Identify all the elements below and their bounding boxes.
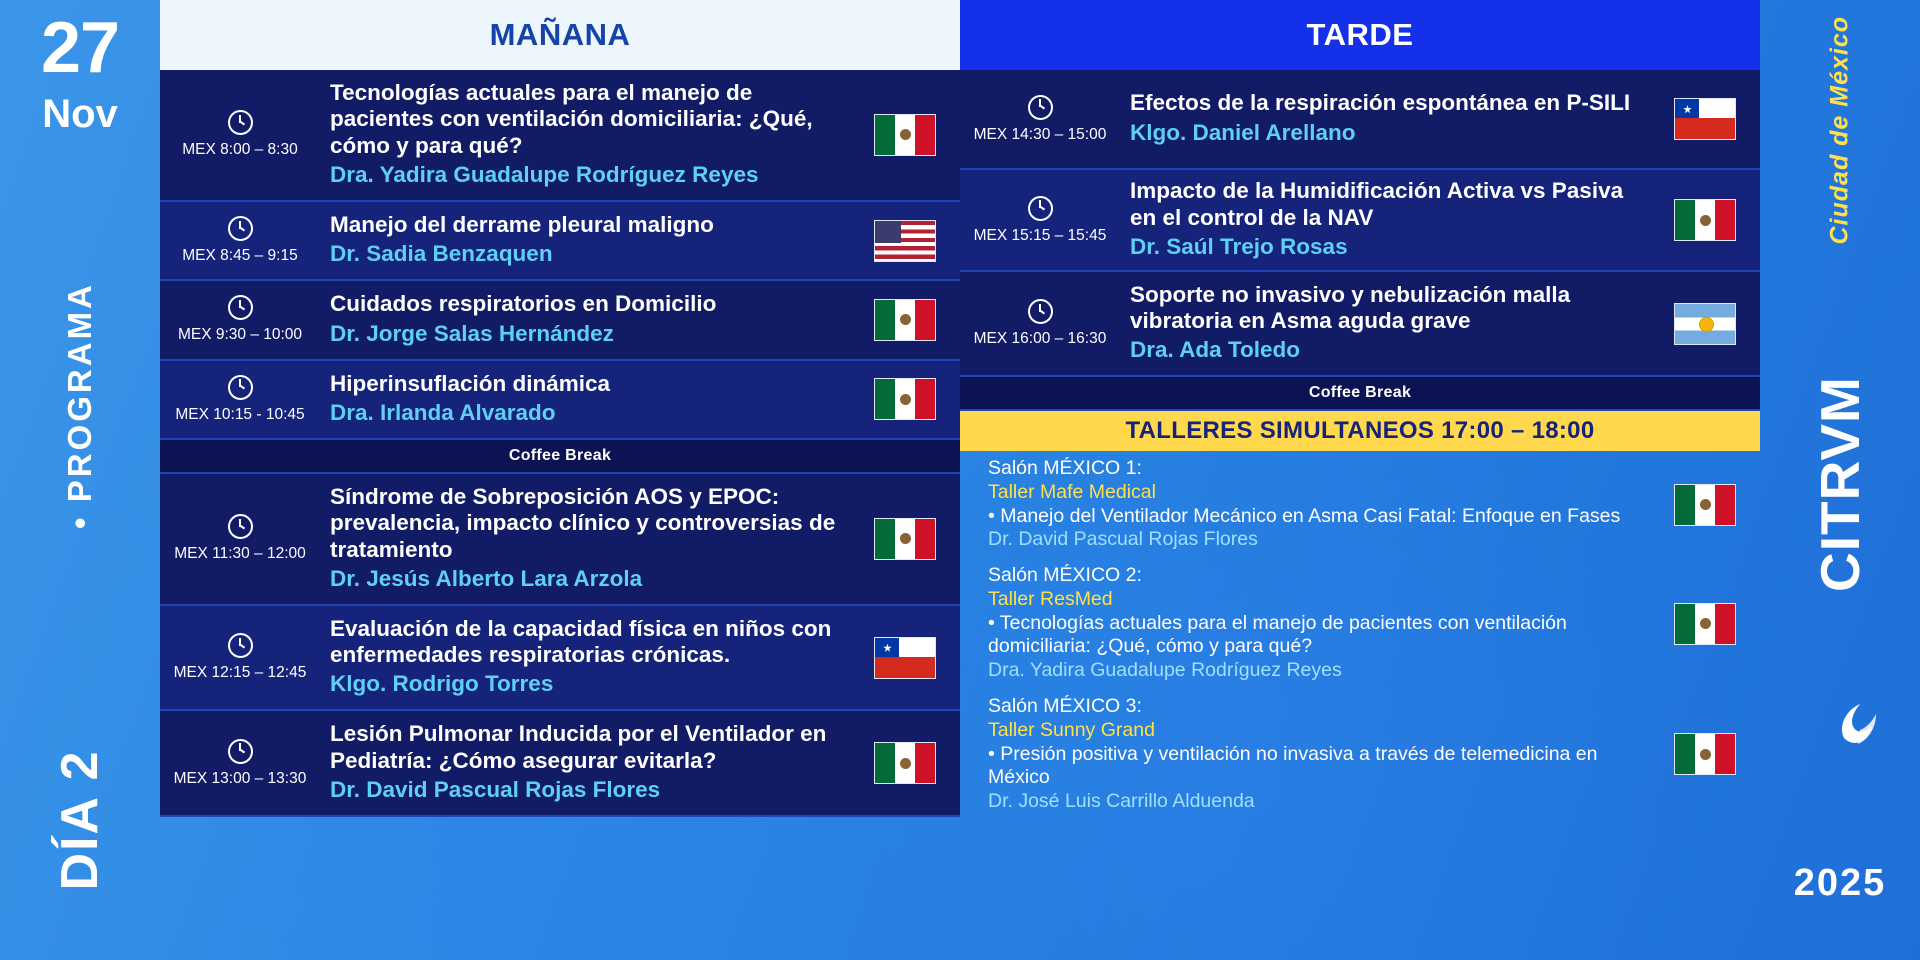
session-speaker: Dra. Ada Toledo	[1130, 337, 1301, 363]
left-rail	[0, 0, 160, 960]
flag-cell	[1650, 603, 1760, 645]
session-row[interactable]	[160, 361, 960, 440]
workshop-speaker: Dr. José Luis Carrillo Alduenda	[988, 790, 1255, 813]
coffee-break-afternoon: Coffee Break	[960, 377, 1760, 411]
chile-flag	[1674, 98, 1736, 140]
session-time: MEX 8:45 – 9:15	[182, 247, 298, 265]
flag-cell	[850, 202, 960, 279]
brand-label: CITRVM	[1809, 376, 1871, 592]
session-title: Hiperinsuflación dinámica	[330, 370, 611, 396]
programa-label: • PROGRAMA	[61, 282, 98, 529]
session-row[interactable]	[960, 272, 1760, 377]
session-speaker: Klgo. Daniel Arellano	[1130, 119, 1356, 145]
mexico-flag	[874, 378, 936, 420]
session-row[interactable]	[160, 70, 960, 202]
workshop-topic: • Manejo del Ventilador Mecánico en Asma Casi Fatal: Enfoque en Fases	[988, 504, 1621, 527]
session-speaker: Dr. David Pascual Rojas Flores	[330, 777, 661, 803]
schedule-board	[160, 0, 1760, 960]
clock-icon	[228, 375, 253, 400]
session-time-cell	[160, 202, 320, 279]
workshop-row[interactable]	[960, 689, 1760, 820]
flag-cell	[1650, 733, 1760, 775]
year-label: 2025	[1793, 862, 1887, 904]
session-title: Cuidados respiratorios en Domicilio	[330, 291, 717, 317]
session-time: MEX 14:30 – 15:00	[973, 125, 1107, 143]
session-time-cell	[960, 70, 1120, 168]
session-time: MEX 16:00 – 16:30	[973, 330, 1107, 347]
session-title: Síndrome de Sobreposición AOS y EPOC: prevalencia, impacto clínico y controversias de tratamiento	[330, 483, 836, 562]
flag-cell	[850, 361, 960, 438]
flag-cell	[1650, 70, 1760, 168]
session-title: Efectos de la respiración espontánea en P-SILI	[1130, 90, 1631, 116]
session-row[interactable]	[160, 606, 960, 712]
session-speaker: Dr. Jorge Salas Hernández	[330, 320, 614, 346]
session-row[interactable]	[960, 70, 1760, 170]
session-title: Impacto de la Humidificación Activa vs Pasiva en el control de la NAV	[1130, 178, 1624, 230]
workshop-speaker: Dr. David Pascual Rojas Flores	[988, 528, 1258, 551]
session-time-cell	[960, 272, 1120, 375]
afternoon-column	[960, 0, 1760, 960]
session-content	[320, 361, 850, 438]
clock-icon	[228, 514, 253, 539]
argentina-flag	[1674, 303, 1736, 345]
morning-header: MAÑANA	[160, 0, 960, 70]
mexico-flag	[874, 742, 936, 784]
flag-cell	[850, 474, 960, 604]
clock-icon	[228, 739, 253, 764]
swoosh-icon	[1836, 700, 1882, 752]
session-time-cell	[160, 281, 320, 358]
session-content	[320, 474, 850, 604]
session-title: Manejo del derrame pleural maligno	[330, 211, 714, 237]
mexico-flag	[1674, 484, 1736, 526]
flag-cell	[850, 606, 960, 710]
flag-cell	[1650, 484, 1760, 526]
session-content	[320, 606, 850, 710]
session-content	[1120, 272, 1650, 375]
session-time: MEX 13:00 – 13:30	[173, 769, 307, 787]
flag-cell	[1650, 272, 1760, 375]
coffee-break-morning: Coffee Break	[160, 440, 960, 474]
session-time: MEX 12:15 – 12:45	[173, 664, 307, 682]
workshop-name: Taller Sunny Grand	[988, 718, 1155, 741]
mexico-flag	[1674, 733, 1736, 775]
workshop-row[interactable]	[960, 558, 1760, 689]
clock-icon	[228, 633, 253, 658]
workshop-topic: • Presión positiva y ventilación no invasiva a través de telemedicina en México	[988, 742, 1598, 789]
session-time-cell	[960, 170, 1120, 270]
workshop-content	[960, 564, 1650, 683]
right-rail	[1760, 0, 1920, 960]
session-content	[1120, 170, 1650, 270]
workshop-content	[960, 695, 1650, 814]
session-row[interactable]	[960, 170, 1760, 272]
workshops-list	[960, 451, 1760, 820]
session-content	[320, 70, 850, 200]
session-row[interactable]	[160, 202, 960, 281]
session-row[interactable]	[160, 281, 960, 360]
month-label: Nov	[42, 92, 118, 136]
session-title: Tecnologías actuales para el manejo de pacientes con ventilación domiciliaria: ¿Qué, cómo y para qué?	[330, 80, 813, 158]
workshop-name: Taller ResMed	[988, 587, 1113, 610]
workshop-name: Taller Mafe Medical	[988, 480, 1156, 503]
morning-column	[160, 0, 960, 960]
session-time: MEX 10:15 - 10:45	[175, 405, 305, 423]
flag-cell	[1650, 170, 1760, 270]
session-speaker: Dr. Jesús Alberto Lara Arzola	[330, 565, 643, 591]
clock-icon	[1028, 299, 1053, 324]
workshop-speaker: Dra. Yadira Guadalupe Rodríguez Reyes	[988, 659, 1342, 682]
usa-flag	[874, 220, 936, 262]
session-speaker: Dra. Yadira Guadalupe Rodríguez Reyes	[330, 161, 759, 187]
session-speaker: Dr. Saúl Trejo Rosas	[1130, 233, 1348, 259]
session-title: Lesión Pulmonar Inducida por el Ventilador en Pediatría: ¿Cómo asegurar evitarla?	[330, 721, 827, 773]
clock-icon	[228, 110, 253, 135]
session-title: Evaluación de la capacidad física en niños con enfermedades respiratorias crónicas.	[330, 615, 832, 668]
chile-flag	[874, 637, 936, 679]
session-speaker: Dra. Irlanda Alvarado	[330, 399, 556, 425]
workshop-content	[960, 457, 1650, 552]
afternoon-header: TARDE	[960, 0, 1760, 70]
session-time: MEX 8:00 – 8:30	[182, 141, 298, 159]
session-time-cell	[160, 606, 320, 710]
day-label: DÍA 2	[51, 749, 109, 891]
clock-icon	[1028, 95, 1053, 120]
workshops-header: TALLERES SIMULTANEOS 17:00 – 18:00	[960, 411, 1760, 451]
session-row[interactable]	[160, 474, 960, 606]
session-time-cell	[160, 711, 320, 815]
clock-icon	[228, 216, 253, 241]
session-speaker: Klgo. Rodrigo Torres	[330, 671, 554, 697]
session-time: MEX 9:30 – 10:00	[177, 326, 303, 344]
flag-cell	[850, 281, 960, 358]
workshop-room: Salón MÉXICO 2:	[988, 564, 1142, 587]
session-time-cell	[160, 361, 320, 438]
mexico-flag	[1674, 603, 1736, 645]
mexico-flag	[1674, 199, 1736, 241]
day-number: 27	[40, 8, 120, 88]
session-row[interactable]	[160, 711, 960, 817]
mexico-flag	[874, 518, 936, 560]
session-time-cell	[160, 474, 320, 604]
flag-cell	[850, 711, 960, 815]
clock-icon	[1028, 196, 1053, 221]
mexico-flag	[874, 114, 936, 156]
city-label: Ciudad de México	[1825, 15, 1854, 245]
session-time: MEX 11:30 – 12:00	[174, 545, 306, 563]
mexico-flag	[874, 299, 936, 341]
workshop-room: Salón MÉXICO 1:	[988, 457, 1142, 479]
session-content	[320, 202, 850, 279]
workshop-room: Salón MÉXICO 3:	[988, 695, 1142, 718]
clock-icon	[228, 295, 253, 320]
workshop-row[interactable]	[960, 451, 1760, 558]
session-time: MEX 15:15 – 15:45	[973, 226, 1107, 244]
session-content	[320, 711, 850, 815]
flag-cell	[850, 70, 960, 200]
workshop-topic: • Tecnologías actuales para el manejo de pacientes con ventilación domiciliaria: ¿Qué, cómo y para qué?	[988, 611, 1567, 658]
session-time-cell	[160, 70, 320, 200]
session-speaker: Dr. Sadia Benzaquen	[330, 241, 553, 267]
session-title: Soporte no invasivo y nebulización malla vibratoria en Asma aguda grave	[1130, 281, 1571, 333]
session-content	[1120, 70, 1650, 168]
session-content	[320, 281, 850, 358]
